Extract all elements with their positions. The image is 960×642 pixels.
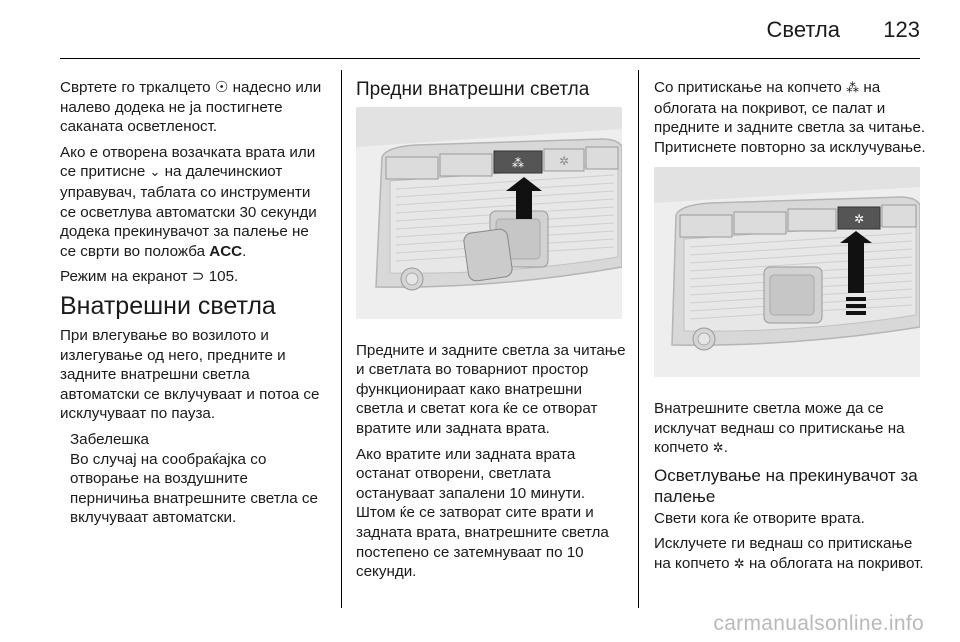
paragraph-door-open: Ако е отворена возачката врата или се притисне ⌄ на далечинскиот управувач, таблата со инструменти се осветлува автоматски 30 секунди додека прекинувачот за палење не се сврти во положба ACC. (60, 143, 317, 260)
column-divider-1 (341, 70, 342, 608)
section-heading-interior-lights: Внатрешни светла (60, 291, 276, 320)
paragraph-reading-lights: Предните и задните светла за читање и светлата во товарниот простор функционираат како внатрешни светла и светат кога ќе се отворат вратите или задната врата. (356, 341, 626, 437)
reading-light-icon: ⁂ (846, 81, 860, 96)
column-divider-2 (638, 70, 639, 608)
section-heading-front-lights: Предни внатрешни светла (356, 79, 590, 100)
front-light-illustration (356, 107, 622, 319)
paragraph-entry-exit: При влегување во возилото и излегување од него, предните и задните внатрешни светла автоматски се вклучуваат и потоа се исклучуваат по пауза. (60, 326, 320, 423)
light-off-icon: ✲ (733, 556, 745, 572)
column-3 (654, 78, 926, 581)
header-divider (60, 58, 920, 59)
column-1 (60, 78, 328, 528)
paragraph-door-lights: Свети кога ќе отворите врата. (654, 509, 865, 527)
note-text: Во случај на сообраќајка со отворање на воздушните перничиња внатрешните светла се вклучуваат автоматски. (70, 450, 318, 527)
acc-label: ACC (209, 242, 243, 260)
unlock-icon: ⌄ (149, 165, 161, 181)
paragraph-display-mode: Режим на екранот ⊃ 105. (60, 268, 239, 286)
column-2 (356, 78, 626, 588)
header-title: Светла (766, 17, 840, 42)
note-title: Забелешка (70, 430, 150, 448)
svg-text:✲: ✲ (558, 154, 570, 168)
paragraph-press-button: Со притискање на копчето ⁂ на облогата на покривот, се палат и предните и задните светла за читање. Притиснете повторно за исклучување. (654, 79, 926, 156)
page-number: 123 (883, 17, 920, 42)
paragraph-wheel: Свртете го тркалцето ☉ надесно или налево додека не ја постигнете саканата осветленост. (60, 79, 322, 136)
paragraph-turn-off-now: Исклучете ги веднаш со притискање на копчето ✲ на облогата на покривот. (654, 535, 924, 572)
section-heading-ignition-light: Осветлување на прекинувачот за палење (654, 465, 918, 506)
light-off-icon: ✲ (712, 441, 724, 457)
svg-text:⁂: ⁂ (512, 156, 524, 170)
watermark: carmanualsonline.info (713, 612, 924, 635)
paragraph-doors-open: Ако вратите или задната врата останат отворени, светлата остануваат запалени 10 минути. Штом ќе се затворат сите врати и задната врата, внатрешните светла постепено се затемнуваат по 10 секунди. (356, 445, 609, 581)
svg-text:✲: ✲ (853, 212, 865, 227)
note-box (70, 430, 328, 528)
reading-light-illustration (654, 167, 920, 377)
paragraph-switch-off: Внатрешните светла може да се исклучат веднаш со притискање на копчето ✲. (654, 399, 905, 457)
